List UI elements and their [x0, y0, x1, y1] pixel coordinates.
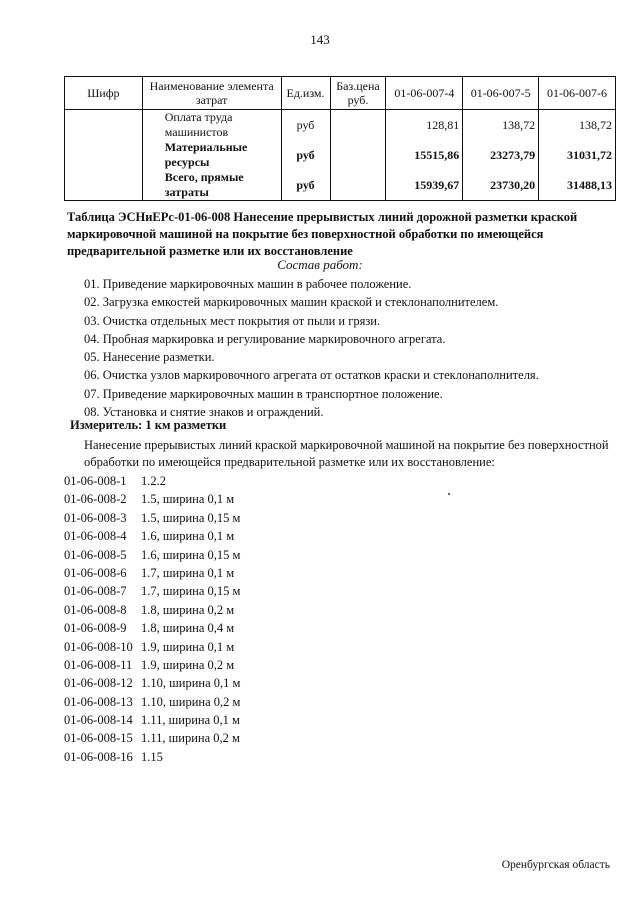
code-label: 01-06-008-8: [64, 602, 127, 617]
code-desc: 1.7, ширина 0,15 м: [141, 584, 241, 599]
list-item: [64, 729, 240, 747]
works-list: [84, 275, 614, 421]
measure-unit: Измеритель: 1 км разметки: [70, 418, 227, 432]
value-cell: 23273,79: [463, 140, 539, 170]
name-cell: Материальные ресурсы: [142, 140, 281, 170]
list-item: 01. Приведение маркировочных машин в рабочее положение.: [84, 277, 412, 291]
header-cell: 01-06-007-6: [539, 77, 616, 110]
header-cell: 01-06-007-4: [386, 77, 463, 110]
list-item: [64, 546, 240, 564]
code-label: 01-06-008-7: [64, 584, 127, 599]
list-item: 05. Нанесение разметки.: [84, 350, 215, 365]
code-label: 01-06-008-3: [64, 510, 127, 525]
unit-cell: руб: [281, 140, 330, 170]
list-item: 04. Пробная маркировка и регулирование маркировочного агрегата.: [84, 331, 446, 346]
code-desc: 1.9, ширина 0,1 м: [141, 639, 235, 654]
code-desc: 1.11, ширина 0,2 м: [141, 731, 240, 746]
code-label: 01-06-008-12: [64, 676, 133, 691]
code-desc: 1.5, ширина 0,1 м: [141, 492, 235, 507]
code-label: 01-06-008-10: [64, 639, 133, 654]
cost-table-header: [65, 77, 616, 110]
base-cell: [330, 140, 386, 170]
code-label: 01-06-008-1: [64, 474, 127, 488]
table-row: [65, 170, 616, 201]
list-item: [64, 490, 240, 508]
value-cell: 15939,67: [386, 170, 463, 201]
list-item: [64, 674, 240, 692]
cost-table: [64, 76, 616, 201]
value-cell: 128,81: [386, 110, 463, 141]
list-item: [64, 564, 240, 582]
list-item: 02. Загрузка емкостей маркировочных машин краской и стеклонаполнителем.: [84, 295, 499, 310]
table-title: Таблица ЭСНиЕРс-01-06-008 Нанесение прерывистых линий дорожной разметки краской маркировочной машиной на покрытие без поверхностной обработки по имеющейся предварительной разметке или их восстановление: [67, 210, 578, 258]
intro-paragraph: Нанесение прерывистых линий краской маркировочной машиной на покрытие без поверхностной обработки по имеющейся предварительной разметке или их восстановление:: [84, 438, 609, 469]
code-desc: 1.6, ширина 0,1 м: [141, 529, 235, 544]
page-number: 143: [310, 32, 330, 47]
value-cell: 15515,86: [386, 140, 463, 170]
code-label: 01-06-008-14: [64, 713, 133, 728]
scan-speck: [448, 493, 450, 495]
code-label: 01-06-008-15: [64, 731, 133, 746]
list-item: [64, 472, 240, 490]
code-label: 01-06-008-5: [64, 547, 127, 562]
list-item: [64, 601, 240, 619]
code-desc: 1.7, ширина 0,1 м: [141, 565, 235, 580]
code-desc: 1.9, ширина 0,2 м: [141, 657, 235, 672]
header-cell: 01-06-007-5: [463, 77, 539, 110]
code-label: 01-06-008-6: [64, 565, 127, 580]
table-row: [65, 140, 616, 170]
value-cell: 138,72: [463, 110, 539, 141]
code-desc: 1.10, ширина 0,2 м: [141, 694, 241, 709]
code-cell: [65, 170, 143, 201]
list-item: [64, 748, 240, 766]
list-item: [64, 656, 240, 674]
value-cell: 31031,72: [539, 140, 616, 170]
code-label: 01-06-008-2: [64, 492, 127, 507]
code-cell: [65, 110, 143, 141]
list-item: [64, 582, 240, 600]
code-label: 01-06-008-4: [64, 529, 127, 544]
name-cell: Оплата труда машинистов: [142, 110, 281, 141]
table-row: [65, 110, 616, 141]
list-item: [64, 693, 240, 711]
list-item: [64, 638, 240, 656]
header-cell: Наименование элемента затрат: [142, 77, 281, 110]
code-desc: 1.8, ширина 0,4 м: [141, 621, 235, 636]
list-item: 07. Приведение маркировочных машин в транспортное положение.: [84, 386, 443, 401]
code-desc: 1.5, ширина 0,15 м: [141, 510, 241, 525]
list-item: [64, 619, 240, 637]
codes-list: [64, 472, 240, 766]
base-cell: [330, 110, 386, 141]
list-item: [64, 509, 240, 527]
code-cell: [65, 140, 143, 170]
list-item: 06. Очистка узлов маркировочного агрегата от остатков краски и стеклонаполнителя.: [84, 368, 539, 383]
list-item: 08. Установка и снятие знаков и ограждений.: [84, 405, 324, 420]
name-cell: Всего, прямые затраты: [142, 170, 281, 201]
list-item: [64, 711, 240, 729]
base-cell: [330, 170, 386, 201]
footer-region: Оренбургская область: [501, 859, 610, 871]
header-cell: Баз.цена руб.: [330, 77, 386, 110]
list-item: [64, 527, 240, 545]
value-cell: 31488,13: [539, 170, 616, 201]
unit-cell: руб: [281, 110, 330, 141]
list-item: 03. Очистка отдельных мест покрытия от пыли и грязи.: [84, 313, 381, 328]
header-cell: Шифр: [65, 77, 143, 110]
code-label: 01-06-008-9: [64, 621, 127, 636]
code-desc: 1.2.2: [141, 474, 166, 488]
code-desc: 1.15: [141, 749, 163, 764]
code-label: 01-06-008-13: [64, 694, 133, 709]
value-cell: 138,72: [539, 110, 616, 141]
code-desc: 1.6, ширина 0,15 м: [141, 547, 241, 562]
header-cell: Ед.изм.: [281, 77, 330, 110]
code-label: 01-06-008-16: [64, 749, 133, 764]
code-desc: 1.11, ширина 0,1 м: [141, 713, 240, 728]
code-desc: 1.8, ширина 0,2 м: [141, 602, 235, 617]
code-label: 01-06-008-11: [64, 657, 133, 672]
works-heading: Состав работ:: [277, 257, 363, 272]
code-desc: 1.10, ширина 0,1 м: [141, 676, 241, 691]
value-cell: 23730,20: [463, 170, 539, 201]
unit-cell: руб: [281, 170, 330, 201]
